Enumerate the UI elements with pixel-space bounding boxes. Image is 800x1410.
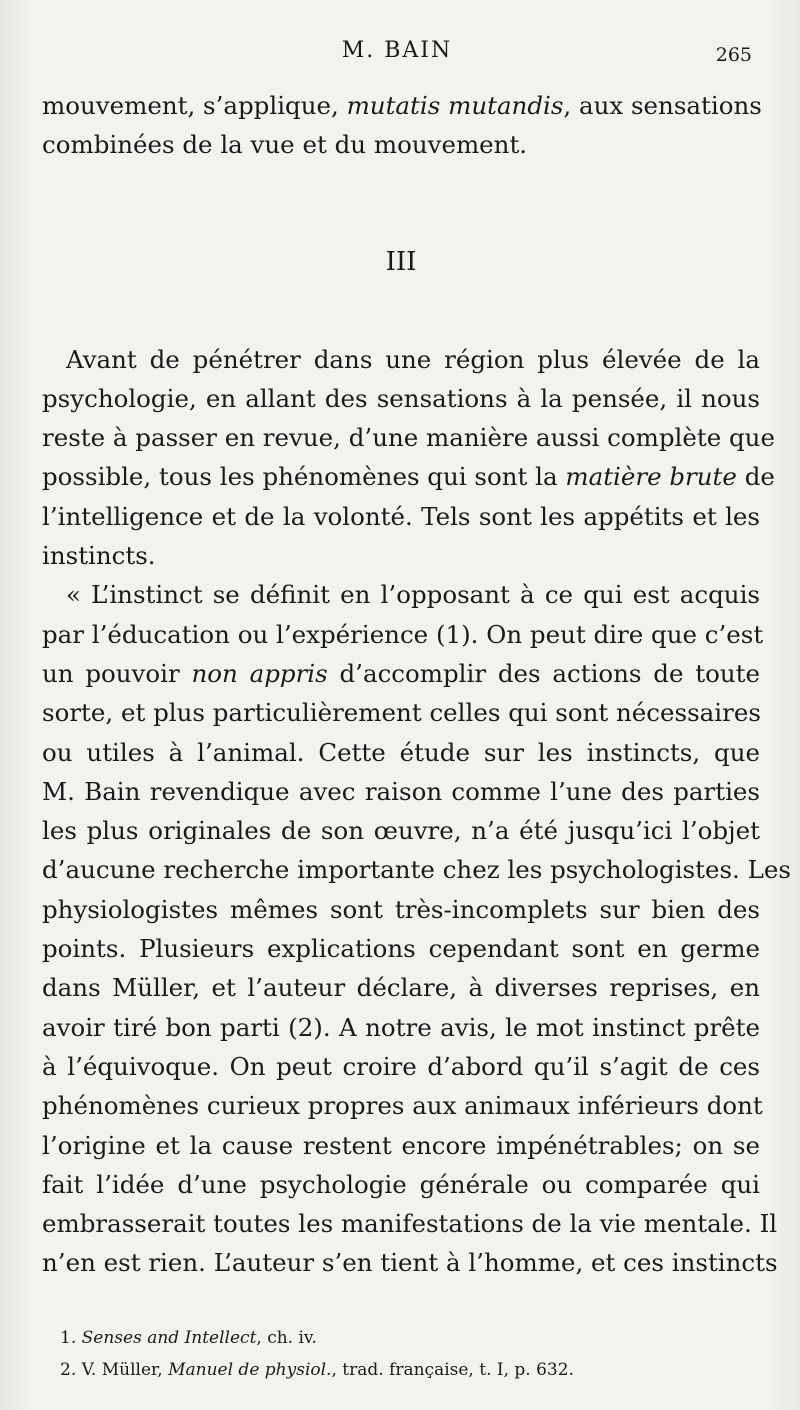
body-text: [42, 86, 791, 1283]
text-line: par l’éducation ou l’expérience (1). On peut dire que c’est: [42, 619, 764, 649]
italic-phrase: mutatis mutandis: [346, 91, 564, 120]
paragraph-3: [42, 575, 791, 1282]
text-line: phénomènes curieux propres aux animaux inférieurs dont: [42, 1091, 763, 1121]
text-line: M. Bain revendique avec raison comme l’une des parties: [42, 776, 760, 806]
text-line: fait l’idée d’une psychologie générale ou comparée qui: [42, 1169, 760, 1199]
text-line: physiologistes mêmes sont très-incomplets sur bien des: [42, 894, 760, 924]
text-line: mouvement, s’applique, mutatis mutandis, aux sensations: [42, 91, 762, 120]
text-line: l’origine et la cause restent encore impénétrables; on se: [42, 1130, 760, 1160]
footnotes: [60, 1322, 740, 1386]
paragraph-1: [42, 86, 760, 165]
page-number: 265: [715, 44, 752, 66]
text-line: combinées de la vue et du mouvement.: [42, 130, 528, 160]
text-line: possible, tous les phénomènes qui sont la matière brute de: [42, 462, 775, 492]
italic-phrase: matière brute: [565, 462, 737, 492]
footnote-2: 2. V. Müller, Manuel de physiol., trad. française, t. I, p. 632.: [60, 1360, 574, 1380]
text-line: instincts.: [42, 541, 156, 571]
text-line: embrasserait toutes les manifestations de la vie mentale. Il: [42, 1209, 778, 1239]
text-line: avoir tiré bon parti (2). A notre avis, le mot instinct prête: [42, 1012, 760, 1042]
section-title: III: [385, 246, 417, 277]
page-header: [42, 38, 752, 74]
text-line: à l’équivoque. On peut croire d’abord qu’il s’agit de ces: [42, 1051, 760, 1081]
text-line: Avant de pénétrer dans une région plus élevée de la: [66, 344, 760, 374]
text-line: ou utiles à l’animal. Cette étude sur les instincts, que: [42, 737, 760, 767]
italic-phrase: non appris: [191, 658, 328, 688]
text-line: points. Plusieurs explications cependant sont en germe: [42, 934, 760, 964]
text-line: les plus originales de son œuvre, n’a été jusqu’ici l’objet: [42, 816, 760, 846]
text-line: un pouvoir non appris d’accomplir des actions de toute: [42, 658, 760, 688]
text-line: psychologie, en allant des sensations à la pensée, il nous: [42, 383, 760, 413]
text-line: dans Müller, et l’auteur déclare, à diverses reprises, en: [42, 973, 760, 1003]
paragraph-2: [42, 340, 775, 576]
text-line: « L’instinct se définit en l’opposant à ce qui est acquis: [66, 580, 760, 610]
footnote-1: 1. Senses and Intellect, ch. iv.: [60, 1328, 317, 1348]
text-line: n’en est rien. L’auteur s’en tient à l’homme, et ces instincts: [42, 1248, 778, 1278]
text-line: sorte, et plus particulièrement celles qui sont nécessaires: [42, 698, 761, 728]
text-line: d’aucune recherche importante chez les psychologistes. Les: [42, 855, 791, 885]
text-line: reste à passer en revue, d’une manière aussi complète que: [42, 423, 775, 453]
running-head: M. BAIN: [341, 38, 453, 63]
text-line: l’intelligence et de la volonté. Tels sont les appétits et les: [42, 501, 760, 531]
